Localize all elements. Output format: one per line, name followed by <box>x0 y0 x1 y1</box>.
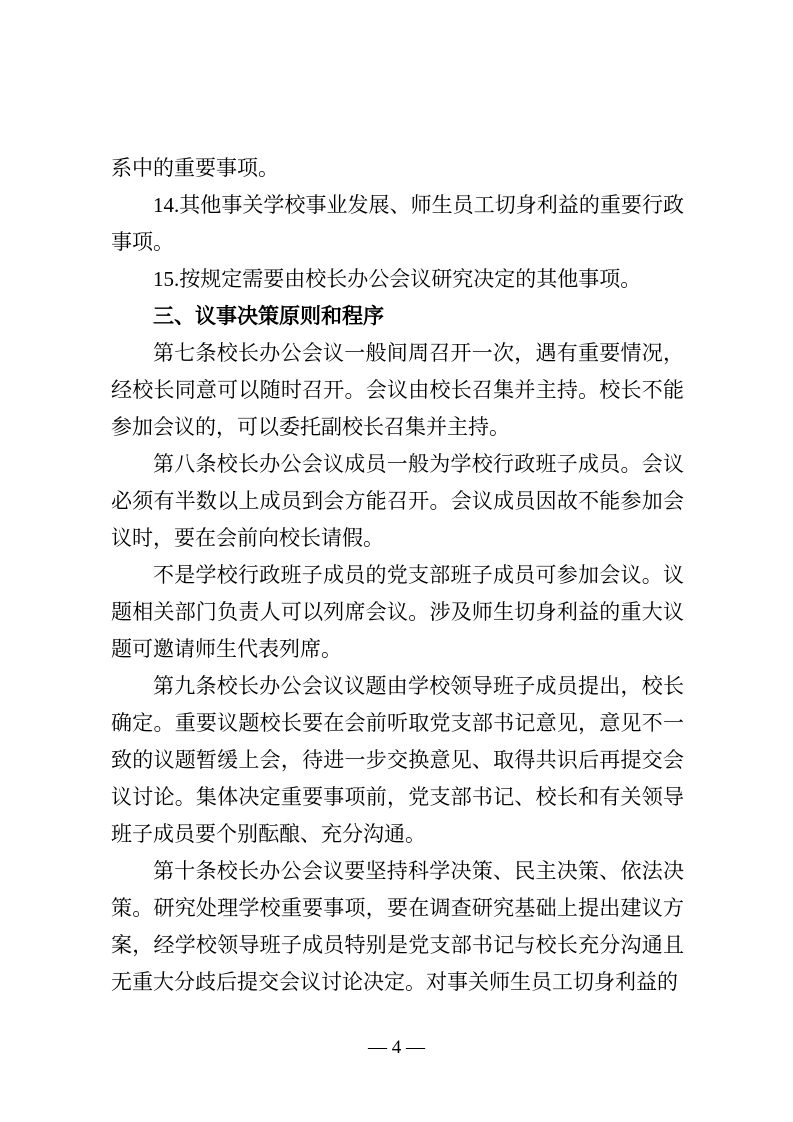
section-heading-3: 三、议事决策原则和程序 <box>153 304 384 328</box>
paragraph-article-9: 第九条校长办公会议议题由学校领导班子成员提出，校长确定。重要议题校长要在会前听取党支部书记意见，意见不一致的议题暂缓上会，待进一步交换意见、取得共识后再提交会议讨论。集体决定重要事项前，党支部书记、校长和有关领导班子成员要个别酝酿、充分沟通。 <box>111 674 684 846</box>
paragraph-continuation: 系中的重要事项。 <box>111 156 279 180</box>
paragraph-article-8: 第八条校长办公会议成员一般为学校行政班子成员。会议必须有半数以上成员到会方能召开。会议成员因故不能参加会议时，要在会前向校长请假。 <box>111 452 684 550</box>
paragraph-item-15: 15.按规定需要由校长办公会议研究决定的其他事项。 <box>153 267 642 291</box>
page-number: — 4 — <box>368 1037 425 1058</box>
paragraph-article-7: 第七条校长办公会议一般间周召开一次，遇有重要情况，经校长同意可以随时召开。会议由校长召集并主持。校长不能参加会议的，可以委托副校长召集并主持。 <box>111 341 684 439</box>
paragraph-article-8-supplement: 不是学校行政班子成员的党支部班子成员可参加会议。议题相关部门负责人可以列席会议。涉及师生切身利益的重大议题可邀请师生代表列席。 <box>111 563 684 661</box>
paragraph-item-14: 14.其他事关学校事业发展、师生员工切身利益的重要行政事项。 <box>111 193 684 254</box>
paragraph-article-10: 第十条校长办公会议要坚持科学决策、民主决策、依法决策。研究处理学校重要事项，要在调查研究基础上提出建议方案，经学校领导班子成员特别是党支部书记与校长充分沟通且无重大分歧后提交会议讨论决定。对事关师生员工切身利益的 <box>111 859 684 994</box>
document-body <box>111 150 684 1001</box>
page-footer <box>0 1034 793 1062</box>
